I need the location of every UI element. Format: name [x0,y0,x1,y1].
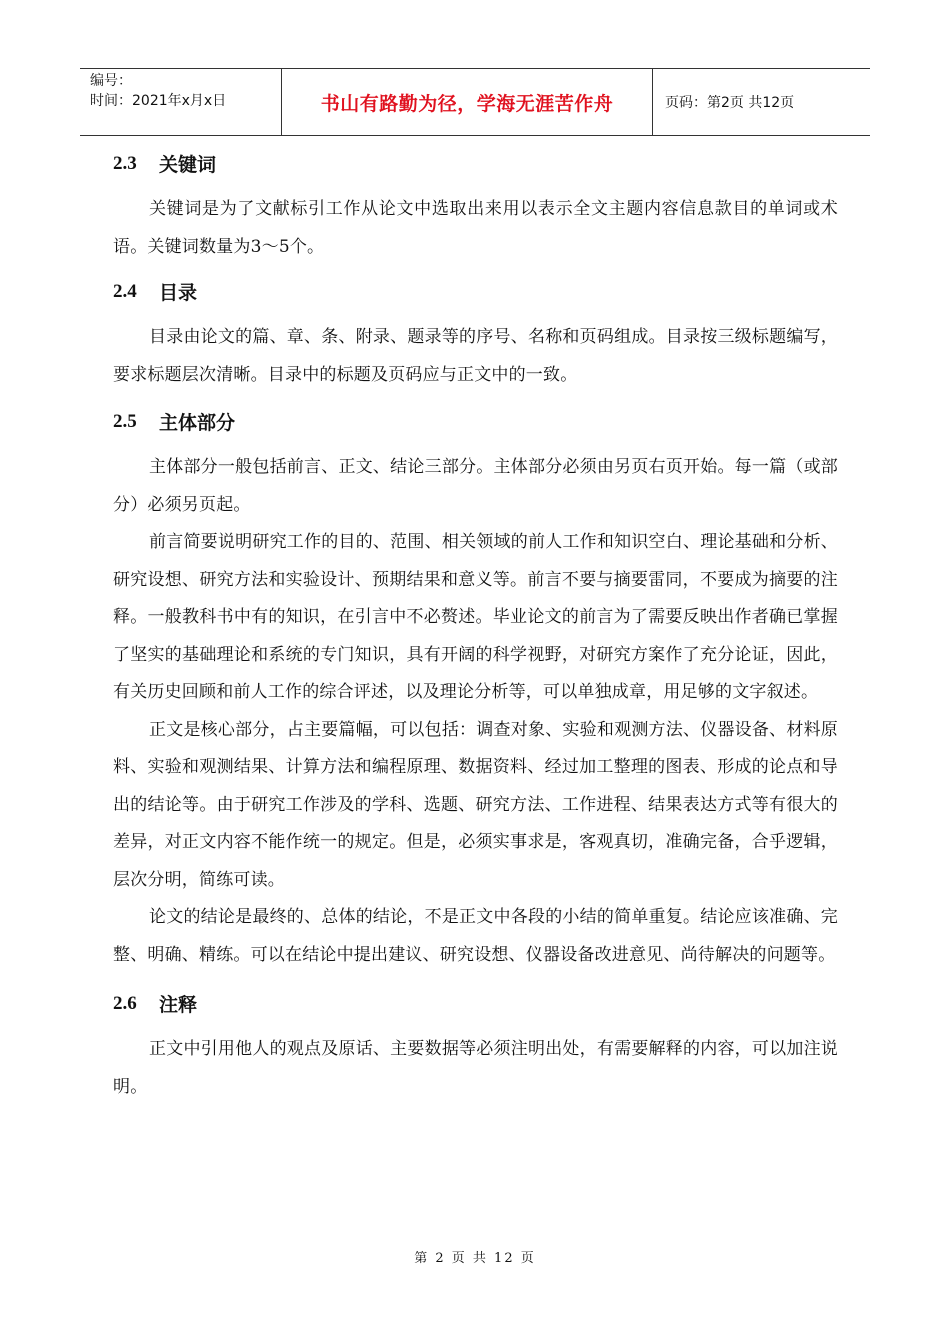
page-header [80,68,870,136]
section-2-6 [113,990,838,1106]
section-title: 关键词 [159,154,217,176]
section-title: 主体部分 [159,412,236,434]
section-2-4 [113,278,838,394]
paragraph: 主体部分一般包括前言、正文、结论三部分。主体部分必须由另页右页开始。每一篇（或部分）必须另页起。 [113,457,838,515]
section-title: 目录 [159,282,198,304]
section-number: 2.6 [113,992,137,1014]
header-motto: 书山有路勤为径，学海无涯苦作舟 [281,69,653,135]
document-body [113,150,838,1106]
paragraph: 关键词是为了文献标引工作从论文中选取出来用以表示全文主题内容信息款目的单词或术语。关键词数量为3～5个。 [113,199,838,257]
section-2-3 [113,150,838,266]
paragraph: 前言简要说明研究工作的目的、范围、相关领域的前人工作和知识空白、理论基础和分析、研究设想、研究方法和实验设计、预期结果和意义等。前言不要与摘要雷同，不要成为摘要的注释。一般教科书中有的知识，在引言中不必赘述。毕业论文的前言为了需要反映出作者确已掌握了坚实的基础理论和系统的专门知识，具有开阔的科学视野，对研究方案作了充分论证，因此，有关历史回顾和前人工作的综合评述，以及理论分析等，可以单独成章，用足够的文字叙述。 [113,532,838,702]
section-title: 注释 [159,994,198,1016]
paragraph: 论文的结论是最终的、总体的结论，不是正文中各段的小结的简单重复。结论应该准确、完整、明确、精练。可以在结论中提出建议、研究设想、仪器设备改进意见、尚待解决的问题等。 [113,907,838,965]
section-2-5 [113,408,838,974]
section-number: 2.3 [113,152,137,174]
section-heading [113,990,838,1017]
page-footer: 第 2 页 共 12 页 [414,1251,536,1266]
section-heading [113,408,838,435]
code-label: 编号： [90,73,132,89]
section-number: 2.4 [113,280,137,302]
paragraph: 目录由论文的篇、章、条、附录、题录等的序号、名称和页码组成。目录按三级标题编写，要求标题层次清晰。目录中的标题及页码应与正文中的一致。 [113,327,838,385]
section-heading [113,278,838,305]
paragraph: 正文中引用他人的观点及原话、主要数据等必须注明出处，有需要解释的内容，可以加注说明。 [113,1039,838,1097]
header-page-info: 页码：第2页 共12页 [665,95,795,111]
time-label: 时间：2021年x月x日 [90,93,227,109]
section-heading [113,150,838,177]
header-meta [80,69,281,135]
section-number: 2.5 [113,410,137,432]
paragraph: 正文是核心部分，占主要篇幅，可以包括：调查对象、实验和观测方法、仪器设备、材料原料、实验和观测结果、计算方法和编程原理、数据资料、经过加工整理的图表、形成的论点和导出的结论等。由于研究工作涉及的学科、选题、研究方法、工作进程、结果表达方式等有很大的差异，对正文内容不能作统一的规定。但是，必须实事求是，客观真切，准确完备，合乎逻辑，层次分明，简练可读。 [113,719,838,890]
